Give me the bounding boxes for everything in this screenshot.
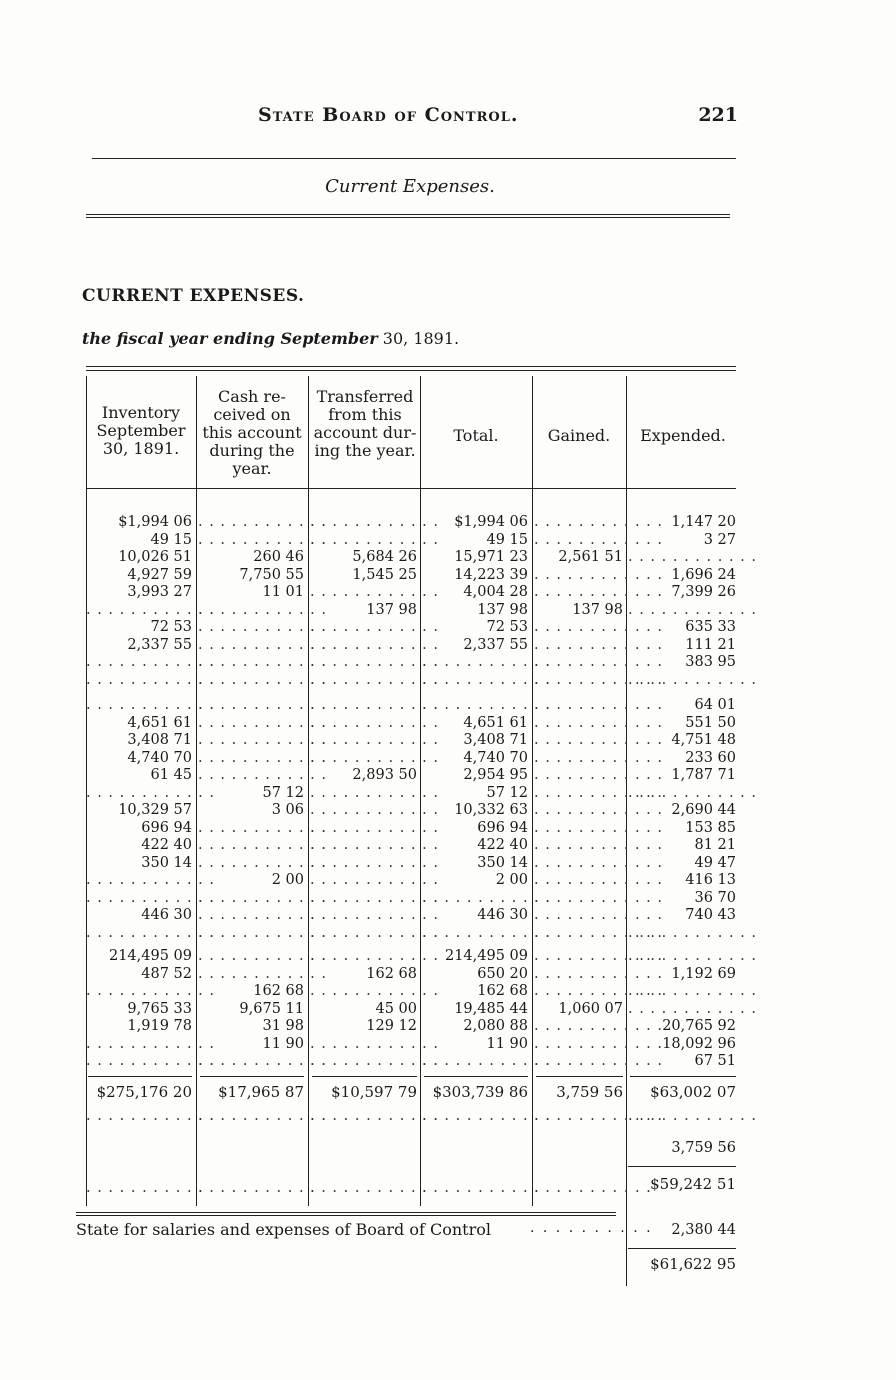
dot-leader: . . . . . . . . . . . . xyxy=(310,983,440,999)
table-bottom-rule xyxy=(76,1215,616,1216)
dot-leader: . . . . . . . . . . . . xyxy=(534,837,664,853)
cell-inventory: 4,651 61 xyxy=(127,714,192,731)
cell-cash-received: 11 01 xyxy=(262,584,304,600)
dot-leader: . . . . . . . . . . . . xyxy=(310,872,440,888)
cell-expended: 18,092 96 xyxy=(662,1035,736,1052)
cell-inventory: 2,337 55 xyxy=(127,636,192,653)
dot-leader: . . . . . . . . . . . . xyxy=(534,514,664,530)
running-title: State Board of Control. xyxy=(258,104,519,126)
dot-leader: . . . . . . . . . . . . xyxy=(534,1108,664,1124)
section-title: CURRENT EXPENSES. xyxy=(82,286,305,306)
cell-transferred: 1,545 25 xyxy=(352,566,417,583)
dot-leader: . . . . . . . . . . . . xyxy=(86,671,216,688)
dot-leader: . . . . . . . . . . . xyxy=(310,1180,428,1196)
cell-inventory: 72 53 xyxy=(150,619,192,635)
total-total: $303,739 86 xyxy=(432,1083,528,1101)
cell-inventory: 214,495 09 xyxy=(108,948,192,964)
dot-leader: . . . . . . . . . . . . xyxy=(310,749,440,766)
cell-inventory: 422 40 xyxy=(141,837,192,853)
dot-leader: . . . . . . . . . . . . xyxy=(198,601,328,618)
dot-leader: . . . . . . . . . . . . xyxy=(310,1053,440,1069)
cell-cash-received: 3 06 xyxy=(271,802,304,818)
dot-leader: . . . . . . . . . . . . xyxy=(422,697,552,713)
total-gained: 3,759 56 xyxy=(556,1083,623,1101)
dot-leader: . . . . . . . . . . . . xyxy=(198,889,328,906)
dot-leader: . . . . . . . . . . . . xyxy=(534,854,664,871)
dot-leader: . . . . . . . . . . . . xyxy=(534,671,664,688)
cell-inventory: 10,329 57 xyxy=(118,802,192,818)
cell-total: 137 98 xyxy=(477,601,528,618)
dot-leader: . . . . . . . . . . . . xyxy=(86,872,216,888)
dot-leader: . . . . . . . . . . . . xyxy=(86,697,216,713)
less-gained: 3,759 56 xyxy=(671,1140,736,1156)
dot-leader: . . . . . . . . . . . . xyxy=(198,531,328,548)
dot-leader: . . . . . . . . . . . . xyxy=(422,654,552,670)
cell-total: 650 20 xyxy=(477,965,528,982)
dot-leader: . . . . . . . . . . . . xyxy=(628,983,758,999)
dot-leader: . . . . . . . . . . . . xyxy=(534,983,664,999)
cell-expended: 4,751 48 xyxy=(671,732,736,748)
totals-rule xyxy=(630,1076,736,1077)
dot-leader: . . . . . . . . . . . . xyxy=(422,924,552,941)
cell-inventory: 3,993 27 xyxy=(127,584,192,600)
cell-total: 2,337 55 xyxy=(463,636,528,653)
cell-total: 2,080 88 xyxy=(463,1018,528,1034)
dot-leader: . . . . . . . . . . . . xyxy=(198,948,328,964)
dot-leader: . . . . . . . . . . . . xyxy=(534,1018,664,1034)
dot-leader: . . . . . . . . . . . . xyxy=(198,854,328,871)
cell-inventory: 446 30 xyxy=(141,907,192,923)
totals-rule xyxy=(312,1076,417,1077)
cell-total: 49 15 xyxy=(486,531,528,548)
dot-leader: . . . . . . . . . . . . xyxy=(86,784,216,801)
totals-rule xyxy=(536,1076,623,1077)
dot-leader: . . . . . . . . . . . . xyxy=(198,1053,328,1069)
cell-transferred: 45 00 xyxy=(375,1000,417,1017)
dot-leader: . . . . . . . . . . . . xyxy=(310,1108,440,1124)
dot-leader: . . . . . . . . . . . . xyxy=(534,1035,664,1052)
cell-expended: 1,696 24 xyxy=(671,566,736,583)
cell-total: 350 14 xyxy=(477,854,528,871)
dot-leader: . . . . . . . . . . . . xyxy=(198,837,328,853)
cell-total: 57 12 xyxy=(486,784,528,801)
grand-total-rule xyxy=(628,1248,736,1249)
cell-total: 446 30 xyxy=(477,907,528,923)
dot-leader: . . . . . . . . . . . . xyxy=(628,784,758,801)
cell-expended: 111 21 xyxy=(685,636,736,653)
cell-gained: 2,561 51 xyxy=(558,549,623,565)
dot-leader: . . . . . . . . . . . . xyxy=(86,983,216,999)
state-salaries-label: State for salaries and expenses of Board of Control xyxy=(76,1220,491,1239)
dot-leader: . . . . . . . . . . . . xyxy=(198,697,328,713)
dot-leader: . . . . . . . . . . . . xyxy=(198,965,328,982)
grand-total: $61,622 95 xyxy=(650,1255,736,1273)
cell-inventory: 61 45 xyxy=(150,767,192,783)
cell-total: 14,223 39 xyxy=(454,566,528,583)
column-rule xyxy=(308,376,309,1206)
cell-transferred: 129 12 xyxy=(366,1018,417,1034)
cell-inventory: 696 94 xyxy=(141,819,192,836)
cell-cash-received: 260 46 xyxy=(253,549,304,565)
cell-expended: 1,192 69 xyxy=(671,965,736,982)
cell-total: 214,495 09 xyxy=(444,948,528,964)
fiscal-italic: the fiscal year ending September xyxy=(82,329,378,348)
cell-expended: 67 51 xyxy=(694,1053,736,1069)
dot-leader: . . . . . . . . . . . . xyxy=(628,1000,758,1017)
total-cash-received: $17,965 87 xyxy=(218,1083,304,1101)
dot-leader: . . . . . . . . . . . . xyxy=(628,549,758,565)
dot-leader: . . . . . . . . . . . . xyxy=(310,854,440,871)
dot-leader: . . . . . . . . . . . . xyxy=(198,767,328,783)
totals-rule xyxy=(88,1076,192,1077)
cell-total: 4,651 61 xyxy=(463,714,528,731)
dot-leader: . . . . . . . . . . . . xyxy=(310,924,440,941)
cell-total: 3,408 71 xyxy=(463,732,528,748)
cell-inventory: 3,408 71 xyxy=(127,732,192,748)
dot-leader: . . . . . . . . . . . . xyxy=(86,924,216,941)
cell-inventory: 49 15 xyxy=(150,531,192,548)
dot-leader: . . . . . . . . . . . . xyxy=(198,636,328,653)
column-header-inventory: Inventory September 30, 1891. xyxy=(96,403,186,458)
cell-inventory: $1,994 06 xyxy=(118,514,192,530)
cell-cash-received: 57 12 xyxy=(262,784,304,801)
table-rule-top-2 xyxy=(86,370,736,371)
cell-expended: 416 13 xyxy=(685,872,736,888)
dot-leader: . . . . . . . . . . . . xyxy=(310,654,440,670)
cell-total: 72 53 xyxy=(486,619,528,635)
cell-cash-received: 2 00 xyxy=(271,872,304,888)
cell-cash-received: 9,675 11 xyxy=(239,1000,304,1017)
dot-leader: . . . . . . . . . . . . xyxy=(534,732,664,748)
dot-leader: . . . . . . . . . . . . xyxy=(310,514,440,530)
dot-leader: . . . . . . . . . . . . xyxy=(534,1053,664,1069)
cell-inventory: 487 52 xyxy=(141,965,192,982)
dot-leader: . . . . . . . . . . . . xyxy=(534,714,664,731)
cell-transferred: 2,893 50 xyxy=(352,767,417,783)
dot-leader: . . . . . . . . . . . . xyxy=(86,889,216,906)
cell-expended: 49 47 xyxy=(694,854,736,871)
cell-total: 15,971 23 xyxy=(454,549,528,565)
dot-leader: . . . . . . . . . . . . xyxy=(86,1035,216,1052)
cell-gained: 1,060 07 xyxy=(558,1000,623,1017)
cell-cash-received: 162 68 xyxy=(253,983,304,999)
cell-transferred: 5,684 26 xyxy=(352,549,417,565)
header-rule-top xyxy=(92,158,736,159)
column-header-transferred: Transferred from this account dur- ing the year. xyxy=(313,387,417,460)
cell-expended: 635 33 xyxy=(685,619,736,635)
dot-leader: . . . . . . . . . . . . xyxy=(534,784,664,801)
dot-leader: . . . . . . . . . . . . xyxy=(628,948,758,964)
cell-total: 4,740 70 xyxy=(463,749,528,766)
dot-leader: . . . . . . . . . . . . xyxy=(422,889,552,906)
dot-leader: . . . . . . . . . . . . xyxy=(310,584,440,600)
dot-leader: . . . . . . . . . . . . xyxy=(628,1108,758,1124)
cell-expended: 153 85 xyxy=(685,819,736,836)
dot-leader: . . . . . . . . . . . . xyxy=(534,566,664,583)
dot-leader: . . . . . . . . . . . . xyxy=(310,784,440,801)
header-bottom-rule xyxy=(86,488,736,489)
dot-leader: . . . . . . . . . . . . xyxy=(198,714,328,731)
dot-leader: . . . . . . . . . . . . xyxy=(310,802,440,818)
footnote-leader: . . . . . . . . . . xyxy=(530,1220,653,1236)
dot-leader: . . . . . . . . . . . . xyxy=(86,601,216,618)
dot-leader: . . . . . . . . . . . . xyxy=(310,531,440,548)
net-rule xyxy=(628,1166,736,1167)
total-expended: $63,002 07 xyxy=(650,1083,736,1101)
dot-leader: . . . . . . . . . . . . xyxy=(86,1053,216,1069)
cell-transferred: 137 98 xyxy=(366,601,417,618)
cell-cash-received: 7,750 55 xyxy=(239,566,304,583)
dot-leader: . . . . . . . . . . . . xyxy=(310,1035,440,1052)
dot-leader: . . . . . . . . . . . . xyxy=(310,837,440,853)
header-rule-bottom-1 xyxy=(86,214,730,215)
fiscal-rest: 30, 1891. xyxy=(377,329,460,348)
cell-total: 11 90 xyxy=(486,1035,528,1052)
dot-leader: . . . . . . . . . . . . xyxy=(534,907,664,923)
dot-leader: . . . . . . . . . . . . xyxy=(310,948,440,964)
dot-leader: . . . . . . . . . . . . xyxy=(422,1053,552,1069)
dot-leader: . . . . . . . . . . . . xyxy=(422,1108,552,1124)
cell-inventory: 10,026 51 xyxy=(118,549,192,565)
dot-leader: . . . . . . . . . . . . xyxy=(534,948,664,964)
dot-leader: . . . . . . . . . . . . xyxy=(198,514,328,530)
dot-leader: . . . . . . . . . . . . xyxy=(198,907,328,923)
cell-inventory: 1,919 78 xyxy=(127,1018,192,1034)
dot-leader: . . . . . . . . . . . . xyxy=(628,601,758,618)
dot-leader: . . . . . . . . . . . . xyxy=(534,819,664,836)
dot-leader: . . . . . . . . . . . . xyxy=(198,671,328,688)
cell-transferred: 162 68 xyxy=(366,965,417,982)
cell-cash-received: 11 90 xyxy=(262,1035,304,1052)
cell-total: $1,994 06 xyxy=(454,514,528,530)
dot-leader: . . . . . . . . . . . . xyxy=(310,819,440,836)
dot-leader: . . . . . . . . . . . . xyxy=(310,697,440,713)
fiscal-year-line xyxy=(82,329,459,348)
cell-total: 2,954 95 xyxy=(463,767,528,783)
cell-total: 696 94 xyxy=(477,819,528,836)
page-number: 221 xyxy=(698,104,738,126)
dot-leader: . . . . . . . . . . . . xyxy=(310,714,440,731)
totals-rule xyxy=(200,1076,304,1077)
dot-leader: . . . . . . . . . . . xyxy=(534,1180,652,1196)
dot-leader: . . . . . . . . . . . . xyxy=(628,671,758,688)
dot-leader: . . . . . . . . . . . . xyxy=(198,1108,328,1124)
cell-expended: 1,787 71 xyxy=(671,767,736,783)
dot-leader: . . . . . . . . . . . . xyxy=(534,889,664,906)
cell-expended: 740 43 xyxy=(685,907,736,923)
cell-total: 422 40 xyxy=(477,837,528,853)
cell-total: 4,004 28 xyxy=(463,584,528,600)
dot-leader: . . . . . . . . . . . . xyxy=(534,749,664,766)
dot-leader: . . . . . . . . . . . . xyxy=(534,697,664,713)
cell-total: 2 00 xyxy=(495,872,528,888)
cell-expended: 36 70 xyxy=(694,889,736,906)
cell-expended: 233 60 xyxy=(685,749,736,766)
total-transferred: $10,597 79 xyxy=(331,1083,417,1101)
dot-leader: . . . . . . . . . . . . xyxy=(198,654,328,670)
totals-rule xyxy=(424,1076,528,1077)
dot-leader: . . . . . . . . . . . . xyxy=(310,671,440,688)
state-salaries-value: 2,380 44 xyxy=(671,1222,736,1238)
total-inventory: $275,176 20 xyxy=(96,1083,192,1101)
dot-leader: . . . . . . . . . . . xyxy=(198,1180,316,1196)
cell-inventory: 350 14 xyxy=(141,854,192,871)
dot-leader: . . . . . . . . . . . . xyxy=(534,654,664,670)
dot-leader: . . . . . . . . . . . . xyxy=(310,907,440,923)
cell-expended: 20,765 92 xyxy=(662,1018,736,1034)
cell-inventory: 4,740 70 xyxy=(127,749,192,766)
dot-leader: . . . . . . . . . . . . xyxy=(198,749,328,766)
dot-leader: . . . . . . . . . . . . xyxy=(422,671,552,688)
subheading: Current Expenses. xyxy=(325,176,495,197)
cell-expended: 383 95 xyxy=(685,654,736,670)
dot-leader: . . . . . . . . . . . xyxy=(86,1180,204,1196)
dot-leader: . . . . . . . . . . . xyxy=(422,1180,540,1196)
dot-leader: . . . . . . . . . . . . xyxy=(310,636,440,653)
cell-expended: 2,690 44 xyxy=(671,802,736,818)
cell-inventory: 9,765 33 xyxy=(127,1000,192,1017)
dot-leader: . . . . . . . . . . . . xyxy=(534,924,664,941)
table-rule-top-1 xyxy=(86,366,736,367)
dot-leader: . . . . . . . . . . . . xyxy=(628,924,758,941)
dot-leader: . . . . . . . . . . . . xyxy=(534,584,664,600)
header-rule-bottom-2 xyxy=(86,217,730,218)
cell-expended: 551 50 xyxy=(685,714,736,731)
dot-leader: . . . . . . . . . . . . xyxy=(198,732,328,748)
dot-leader: . . . . . . . . . . . . xyxy=(198,819,328,836)
table-bottom-rule xyxy=(76,1212,616,1213)
column-header-gained: Gained. xyxy=(547,426,611,445)
dot-leader: . . . . . . . . . . . . xyxy=(310,619,440,635)
dot-leader: . . . . . . . . . . . . xyxy=(534,872,664,888)
net-expended: $59,242 51 xyxy=(650,1175,736,1193)
cell-total: 10,332 63 xyxy=(454,802,528,818)
cell-inventory: 4,927 59 xyxy=(127,566,192,583)
cell-total: 19,485 44 xyxy=(454,1000,528,1017)
cell-expended: 1,147 20 xyxy=(671,514,736,530)
cell-expended: 81 21 xyxy=(694,837,736,853)
column-rule xyxy=(532,376,533,1206)
dot-leader: . . . . . . . . . . . . xyxy=(198,619,328,635)
dot-leader: . . . . . . . . . . . . xyxy=(534,636,664,653)
dot-leader: . . . . . . . . . . . . xyxy=(534,619,664,635)
cell-expended: 64 01 xyxy=(694,697,736,713)
dot-leader: . . . . . . . . . . . . xyxy=(534,802,664,818)
column-header-expended: Expended. xyxy=(640,426,726,445)
dot-leader: . . . . . . . . . . . . xyxy=(86,654,216,670)
dot-leader: . . . . . . . . . . . . xyxy=(198,924,328,941)
dot-leader: . . . . . . . . . . . . xyxy=(310,732,440,748)
cell-expended: 7,399 26 xyxy=(671,584,736,600)
dot-leader: . . . . . . . . . . . . xyxy=(310,889,440,906)
cell-total: 162 68 xyxy=(477,983,528,999)
cell-expended: 3 27 xyxy=(703,531,736,548)
dot-leader: . . . . . . . . . . . . xyxy=(534,531,664,548)
column-header-total: Total. xyxy=(453,426,499,445)
dot-leader: . . . . . . . . . . . . xyxy=(534,965,664,982)
dot-leader: . . . . . . . . . . . . xyxy=(534,767,664,783)
cell-cash-received: 31 98 xyxy=(262,1018,304,1034)
column-header-cash-received: Cash re- ceived on this account during the year. xyxy=(202,387,302,478)
dot-leader: . . . . . . . . . . . . xyxy=(86,1108,216,1124)
running-head xyxy=(0,100,896,132)
cell-gained: 137 98 xyxy=(572,601,623,618)
